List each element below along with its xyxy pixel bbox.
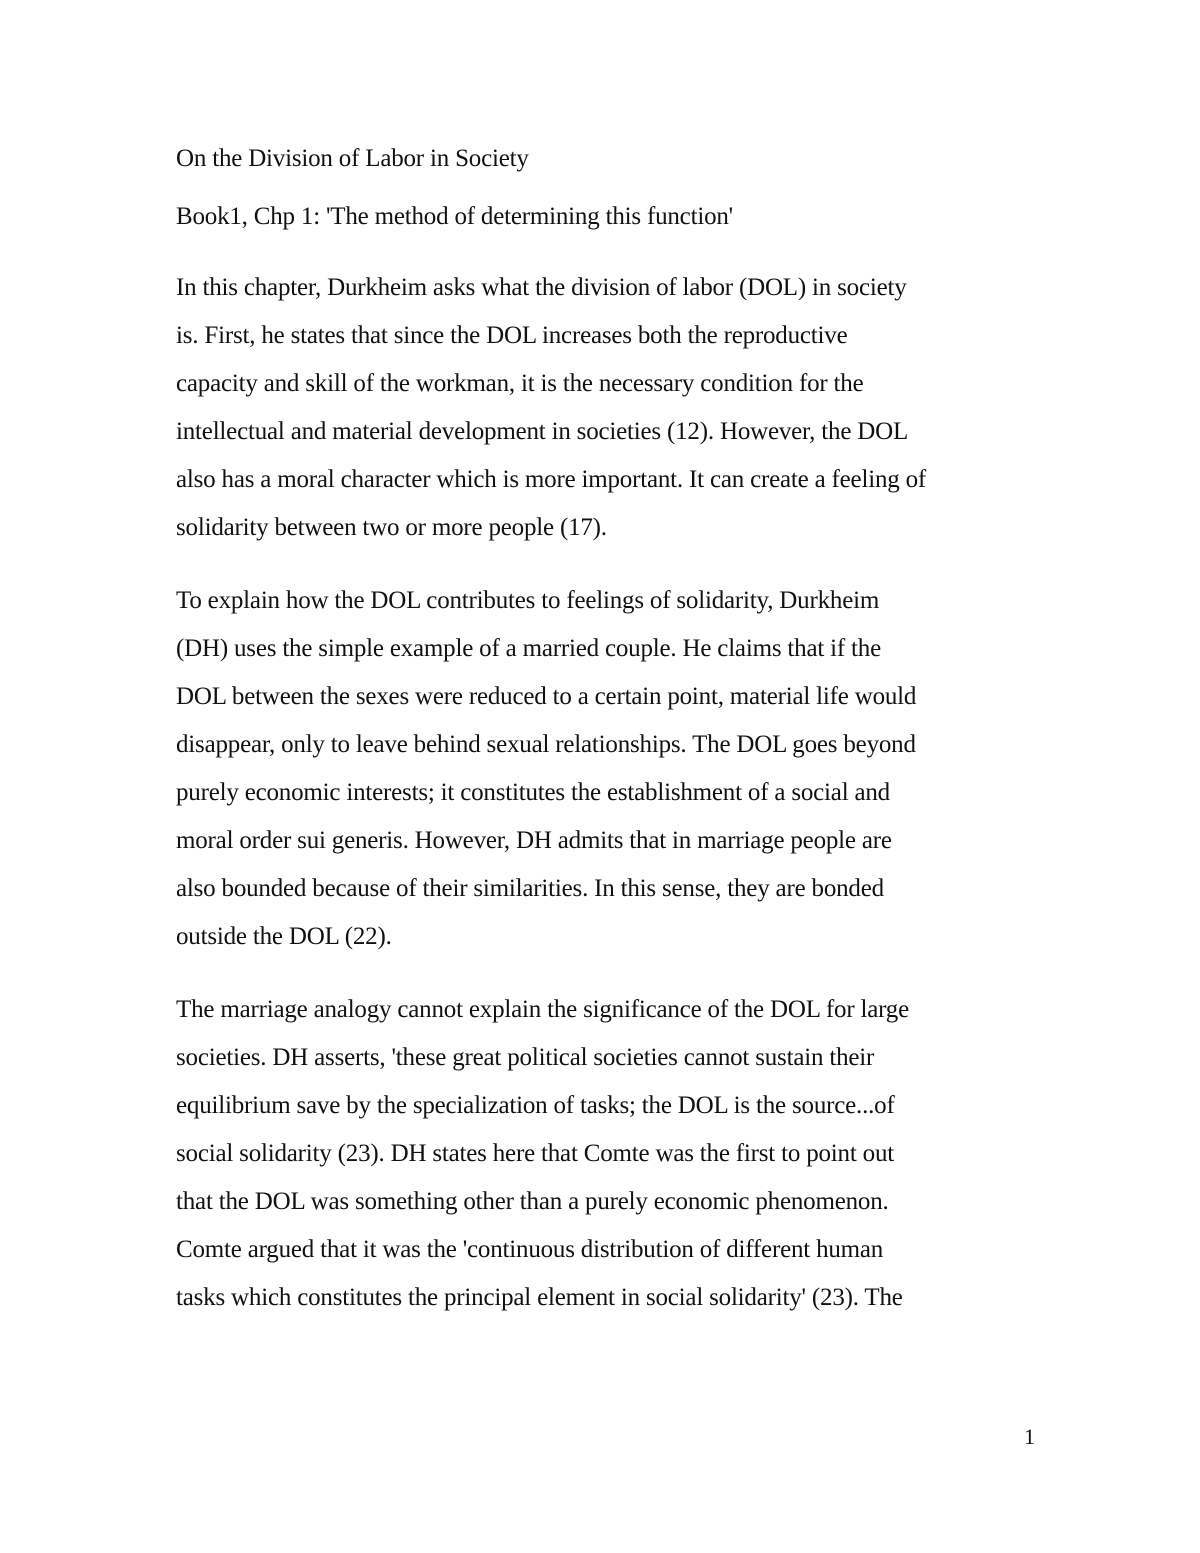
text-line: Comte argued that it was the 'continuous distribution of different human bbox=[176, 1236, 884, 1263]
paragraph-2 bbox=[176, 577, 1036, 961]
text-line: (DH) uses the simple example of a married couple. He claims that if the bbox=[176, 635, 882, 662]
text-line: is. First, he states that since the DOL increases both the reproductive bbox=[176, 322, 848, 349]
text-line: tasks which constitutes the principal element in social solidarity' (23). The bbox=[176, 1284, 903, 1311]
chapter-subtitle: Book1, Chp 1: 'The method of determining this function' bbox=[176, 203, 733, 230]
text-line: DOL between the sexes were reduced to a certain point, material life would bbox=[176, 683, 917, 710]
text-line: disappear, only to leave behind sexual relationships. The DOL goes beyond bbox=[176, 731, 916, 758]
text-line: solidarity between two or more people (17). bbox=[176, 514, 607, 541]
text-line: societies. DH asserts, 'these great political societies cannot sustain their bbox=[176, 1044, 875, 1071]
text-line: In this chapter, Durkheim asks what the division of labor (DOL) in society bbox=[176, 274, 907, 301]
paragraph-1 bbox=[176, 264, 1036, 552]
text-line: purely economic interests; it constitutes the establishment of a social and bbox=[176, 779, 890, 806]
text-line: moral order sui generis. However, DH admits that in marriage people are bbox=[176, 827, 892, 854]
text-line: outside the DOL (22). bbox=[176, 923, 392, 950]
text-line: equilibrium save by the specialization of tasks; the DOL is the source...of bbox=[176, 1092, 895, 1119]
document-body bbox=[176, 140, 1036, 1322]
text-line: also has a moral character which is more important. It can create a feeling of bbox=[176, 466, 927, 493]
paragraph-3 bbox=[176, 986, 1036, 1322]
text-line: To explain how the DOL contributes to feelings of solidarity, Durkheim bbox=[176, 587, 880, 614]
text-line: intellectual and material development in societies (12). However, the DOL bbox=[176, 418, 909, 445]
text-line: capacity and skill of the workman, it is the necessary condition for the bbox=[176, 370, 864, 397]
text-line: also bounded because of their similarities. In this sense, they are bonded bbox=[176, 875, 884, 902]
text-line: social solidarity (23). DH states here that Comte was the first to point out bbox=[176, 1140, 894, 1167]
text-line: The marriage analogy cannot explain the significance of the DOL for large bbox=[176, 996, 910, 1023]
text-line: that the DOL was something other than a purely economic phenomenon. bbox=[176, 1188, 889, 1215]
page-number: 1 bbox=[1024, 1424, 1035, 1449]
document-title: On the Division of Labor in Society bbox=[176, 145, 529, 172]
